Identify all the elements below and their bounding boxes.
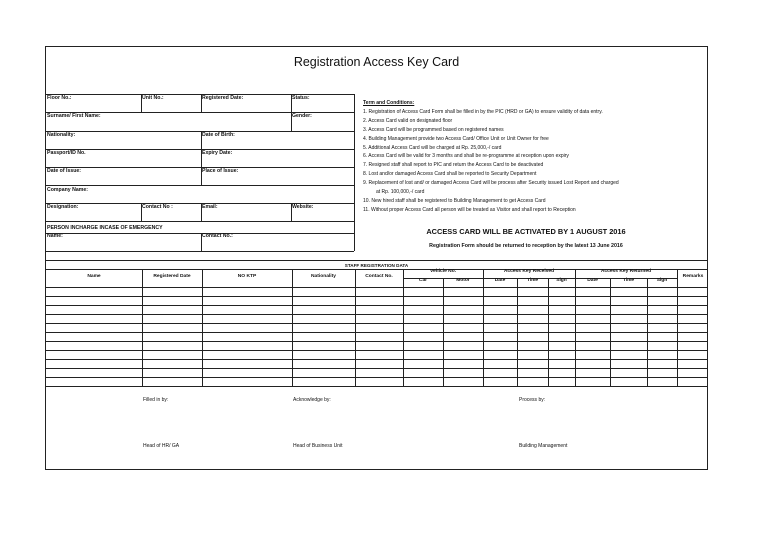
col-car: Car [418,278,428,283]
grid-line [647,278,648,386]
term-item: 6. Access Card will be valid for 3 months and shall be re-programme at reception upon expiry [363,153,569,160]
grid-line [355,269,356,386]
grid-line [610,278,611,386]
grid-line [46,341,707,342]
status-field[interactable]: Status: [292,95,310,101]
grid-line [46,287,707,288]
passport-field[interactable]: Passport/ID No. [47,150,86,156]
col-received-sign: Sign [556,278,567,283]
unit-no-field[interactable]: Unit No.: [142,95,164,101]
grid-line [46,221,354,222]
date-of-issue-field[interactable]: Date of Issue: [47,168,82,174]
grid-line [443,278,444,386]
term-item: at Rp. 100,000,-/ card [376,189,425,196]
terms-heading: Term and Conditions: [363,100,415,106]
grid-line [46,131,354,132]
col-contact-no: Contact No. [365,274,393,279]
grid-line [46,359,707,360]
grid-line [46,305,707,306]
head-hr-label: Head of HR/ GA [143,443,180,449]
col-motor: Motor [456,278,470,283]
col-returned-time: Time [622,278,635,283]
grid-line [46,296,707,297]
grid-line [201,131,202,185]
grid-line [517,278,518,386]
grid-line [46,185,354,186]
emergency-contact-field[interactable]: Contact No.: [202,233,233,239]
col-received-time: Time [526,278,539,283]
activation-notice: ACCESS CARD WILL BE ACTIVATED BY 1 AUGUST 2016 [426,227,626,236]
terms-and-conditions [363,99,693,215]
grid-line [46,332,707,333]
date-of-birth-field[interactable]: Date of Birth: [202,132,235,138]
grid-line [46,251,354,252]
gender-field[interactable]: Gender: [292,113,312,119]
grid-line [677,269,678,386]
term-item: 1. Registration of Access Card Form shall be filled in by the PIC (HRD or GA) to ensure validity of data entry. [363,108,603,115]
term-item: 8. Lost and/or damaged Access Card shall be reported to Security Department [363,171,537,178]
term-item: 11. Without proper Access Card all person will be treated as Visitor and shall report to Reception [363,206,576,213]
grid-line [548,278,549,386]
term-item: 5. Additional Access Card will be charged at Rp. 25,000,-/ card [363,144,502,151]
emergency-name-field[interactable]: Name: [47,233,63,239]
head-business-label: Head of Business Unit [293,443,343,449]
col-vehicle-no: Vehicle No. [429,269,457,274]
grid-line [46,350,707,351]
grid-line [354,94,355,251]
floor-no-field[interactable]: Floor No.: [47,95,72,101]
staff-section-title: STAFF REGISTRATION DATA [344,263,409,268]
col-key-returned: Access Key Returned [600,269,652,274]
grid-line [46,314,707,315]
term-item: 4. Building Management provide two Access Card/ Office Unit or Unit Owner for free [363,135,549,142]
col-nationality: Nationality [310,274,336,279]
grid-line [292,269,293,386]
designation-field[interactable]: Designation: [47,204,79,210]
grid-line [483,269,484,386]
grid-line [46,386,707,387]
col-remarks: Remarks [682,274,704,279]
filled-in-by-label: Filled in by: [143,397,169,403]
term-item: 2. Access Card valid on designated floor [363,117,453,124]
grid-line [46,149,354,150]
expiry-date-field[interactable]: Expiry Date: [202,150,233,156]
company-name-field[interactable]: Company Name: [47,187,88,193]
process-by-label: Process by: [519,397,546,403]
registration-form [45,46,708,470]
term-item: 9. Replacement of lost and/ or damaged Access Card will be process after Security issued Lost Report and charged [363,180,619,187]
grid-line [575,269,576,386]
col-registered-date: Registered Date [153,274,191,279]
emergency-heading: PERSON INCHARGE INCASE OF EMERGENCY [47,225,163,231]
grid-line [46,233,354,234]
grid-line [46,368,707,369]
website-field[interactable]: Website: [292,204,314,210]
col-received-date: Date [494,278,506,283]
term-item: 3. Access Card will be programmed based on registered names [363,126,504,133]
grid-line [403,269,404,386]
grid-line [202,269,203,386]
col-name: Name [87,274,101,279]
acknowledge-by-label: Acknowledge by: [293,397,331,403]
grid-line [142,269,143,386]
building-management-label: Building Management [519,443,568,449]
grid-line [46,260,707,261]
place-of-issue-field[interactable]: Place of Issue: [202,168,239,174]
email-field[interactable]: Email: [202,204,218,210]
contact-no-field[interactable]: Contact No : [142,204,173,210]
grid-line [46,167,354,168]
nationality-field[interactable]: Nationality: [47,132,76,138]
grid-line [46,377,707,378]
return-notice: Registration Form should be returned to reception by the latest 13 June 2016 [429,243,623,249]
form-title: Registration Access Key Card [293,55,460,69]
term-item: 7. Resigned staff shall report to PIC and return the Access Card to be deactivated [363,162,544,169]
col-returned-sign: Sign [656,278,668,283]
registered-date-field[interactable]: Registered Date: [202,95,244,101]
surname-field[interactable]: Surname/ First Name: [47,113,101,119]
term-item: 10. New hired staff shall be registered to Building Management to get Access Card [363,197,546,204]
col-no-ktp: NO KTP [237,274,257,279]
col-returned-date: Date [587,278,598,283]
grid-line [46,323,707,324]
col-key-received: Access Key Received [503,269,555,274]
